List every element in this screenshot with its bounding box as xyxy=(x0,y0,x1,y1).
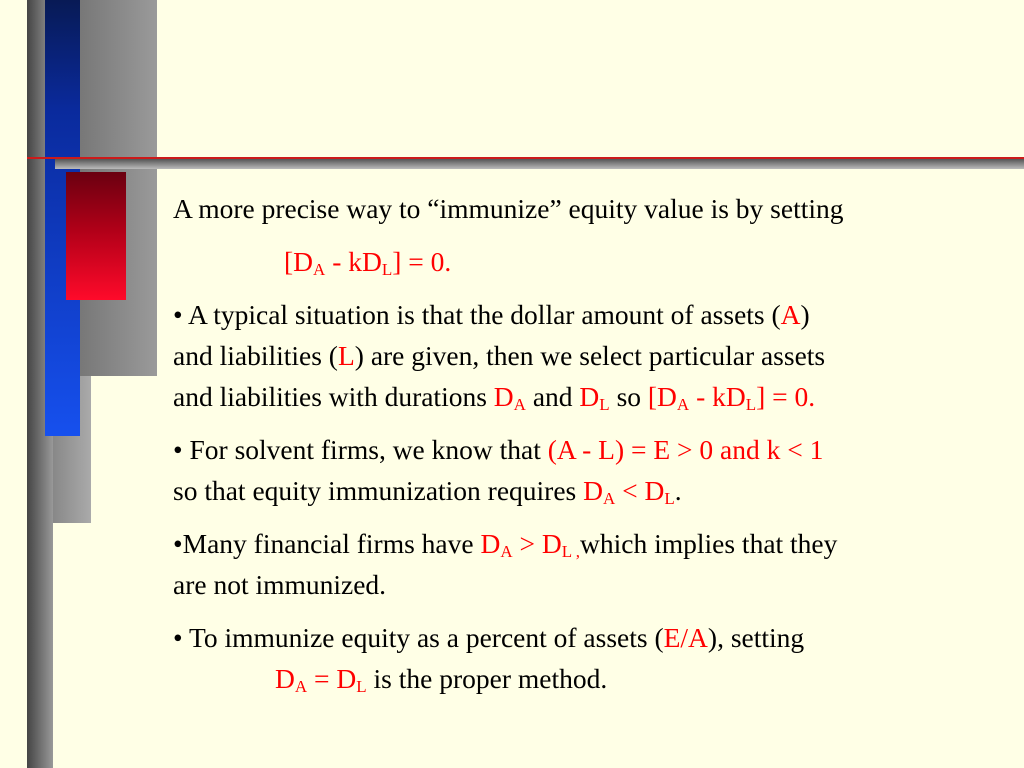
bullet-financial-firms: •Many financial firms have $D_A$ > $D_{L ,}which$ implies that they are not immunized. xyxy=(173,528,838,600)
intro-formula: $[D_A - kD_L] = 0$. xyxy=(284,246,452,279)
bullet-immunize-percent: • To immunize equity as a percent of assets (E/A), setting $D_A = D_L$ is the proper method. xyxy=(173,622,805,696)
decorative-red-block xyxy=(66,172,126,300)
bullet-typical-situation: • A typical situation is that the dollar amount of assets (A) and liabilities (L) are given, then we select particular assets and liabilities with durations $D_A$ and $D_L$ so $[D_A - kD_L] = 0$. xyxy=(173,299,826,414)
intro-line: A more precise way to “immunize” equity value is by setting xyxy=(173,193,844,224)
decorative-red-rule xyxy=(27,157,1024,159)
bullet-solvent-firms: • For solvent firms, we know that (A - L) = E > 0 and k < 1 so that equity immunization requires $D_A < D_L$. xyxy=(173,434,824,508)
slide-body xyxy=(173,188,1013,699)
decorative-gray-rule xyxy=(55,159,1024,169)
